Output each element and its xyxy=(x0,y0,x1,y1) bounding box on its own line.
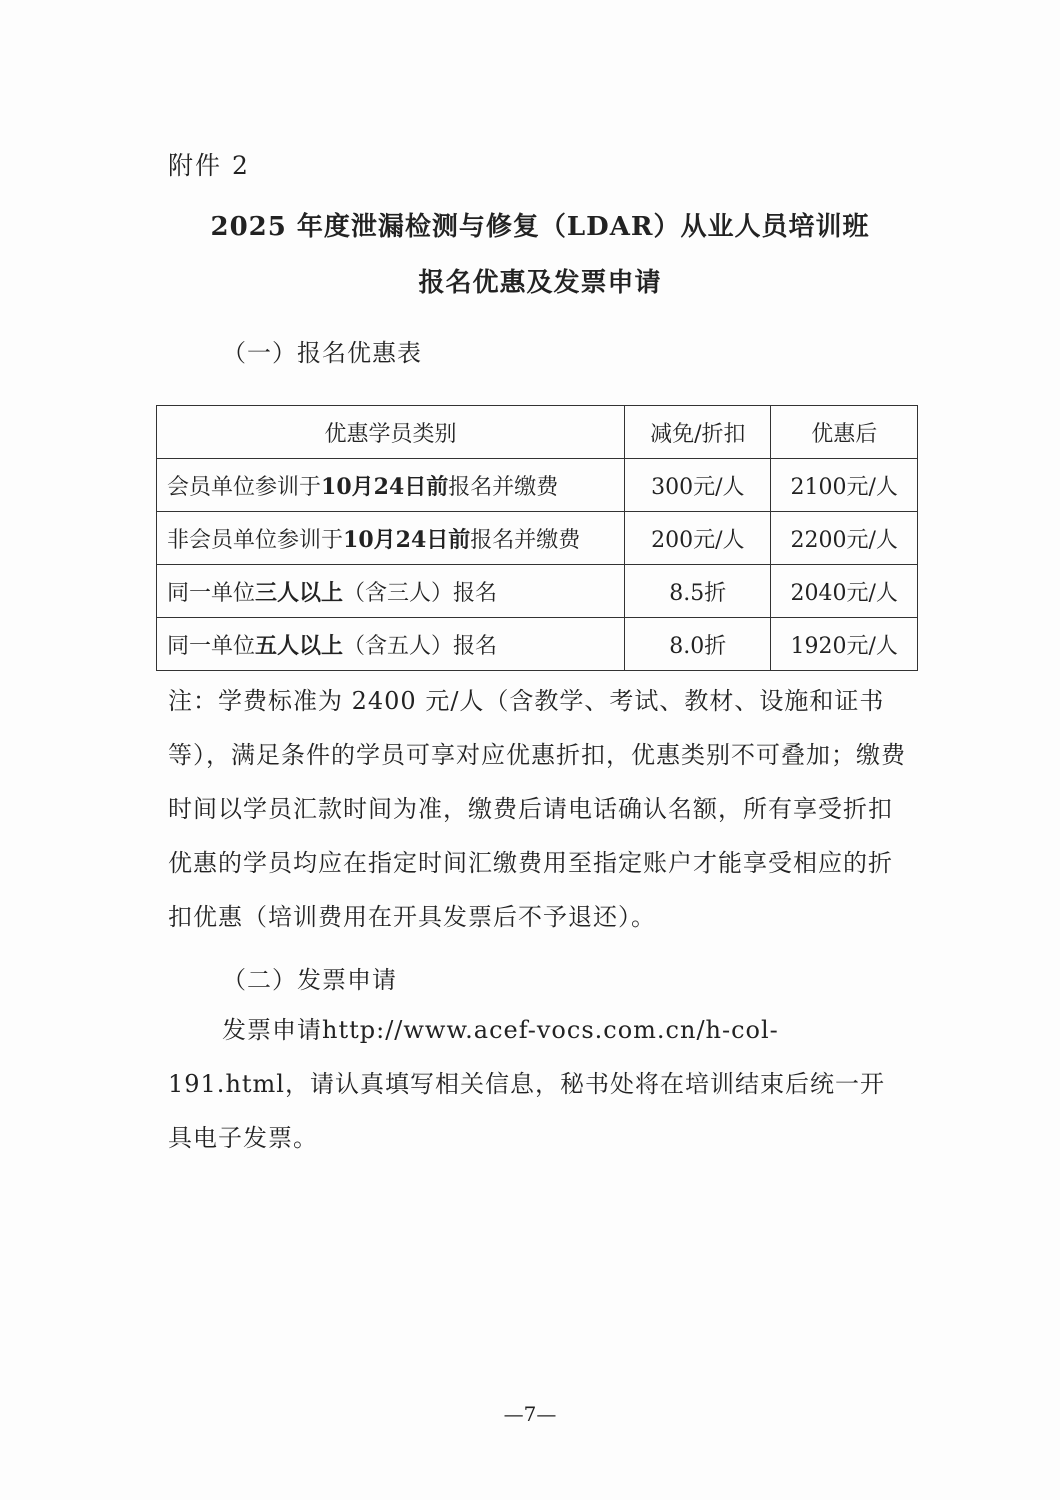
attachment-label: 附件 2 xyxy=(168,151,250,180)
category-cell: 非会员单位参训于10月24日前报名并缴费 xyxy=(157,512,625,565)
column-header-after: 优惠后 xyxy=(771,406,918,459)
section-heading-invoice: （二）发票申请 xyxy=(222,966,397,994)
page-number: —7— xyxy=(503,1402,557,1426)
table-row xyxy=(157,565,918,618)
discount-cell: 8.0折 xyxy=(625,618,771,671)
price-after-cell: 2200元/人 xyxy=(771,512,918,565)
invoice-paragraph xyxy=(168,1003,908,1165)
price-after-cell: 1920元/人 xyxy=(771,618,918,671)
discount-cell: 200元/人 xyxy=(625,512,771,565)
invoice-text-suffix: ，请认真填写相关信息，秘书处将在培训结束后统一开具电子发票。 xyxy=(168,1070,885,1152)
document-title: 2025 年度泄漏检测与修复（LDAR）从业人员培训班 xyxy=(210,212,870,242)
discount-cell: 8.5折 xyxy=(625,565,771,618)
section-heading-discount: （一）报名优惠表 xyxy=(222,339,422,367)
discount-table xyxy=(156,405,918,671)
document-subtitle: 报名优惠及发票申请 xyxy=(418,268,662,298)
table-row xyxy=(157,618,918,671)
column-header-category: 优惠学员类别 xyxy=(157,406,625,459)
category-cell: 同一单位三人以上（含三人）报名 xyxy=(157,565,625,618)
category-cell: 会员单位参训于10月24日前报名并缴费 xyxy=(157,459,625,512)
invoice-url: http://www.acef-vocs.com.cn/h-col-191.html xyxy=(168,1016,779,1098)
discount-cell: 300元/人 xyxy=(625,459,771,512)
price-after-cell: 2040元/人 xyxy=(771,565,918,618)
price-after-cell: 2100元/人 xyxy=(771,459,918,512)
table-row xyxy=(157,459,918,512)
fee-note: 注：学费标准为 2400 元/人（含教学、考试、教材、设施和证书等），满足条件的学员可享对应优惠折扣，优惠类别不可叠加；缴费时间以学员汇款时间为准，缴费后请电话确认名额，所有享受折扣优惠的学员均应在指定时间汇缴费用至指定账户才能享受相应的折扣优惠（培训费用在开具发票后不予退还）。 xyxy=(168,687,906,931)
table-row xyxy=(157,512,918,565)
invoice-text-prefix: 发票申请 xyxy=(222,1016,322,1044)
column-header-discount: 减免/折扣 xyxy=(625,406,771,459)
category-cell: 同一单位五人以上（含五人）报名 xyxy=(157,618,625,671)
table-header-row xyxy=(157,406,918,459)
